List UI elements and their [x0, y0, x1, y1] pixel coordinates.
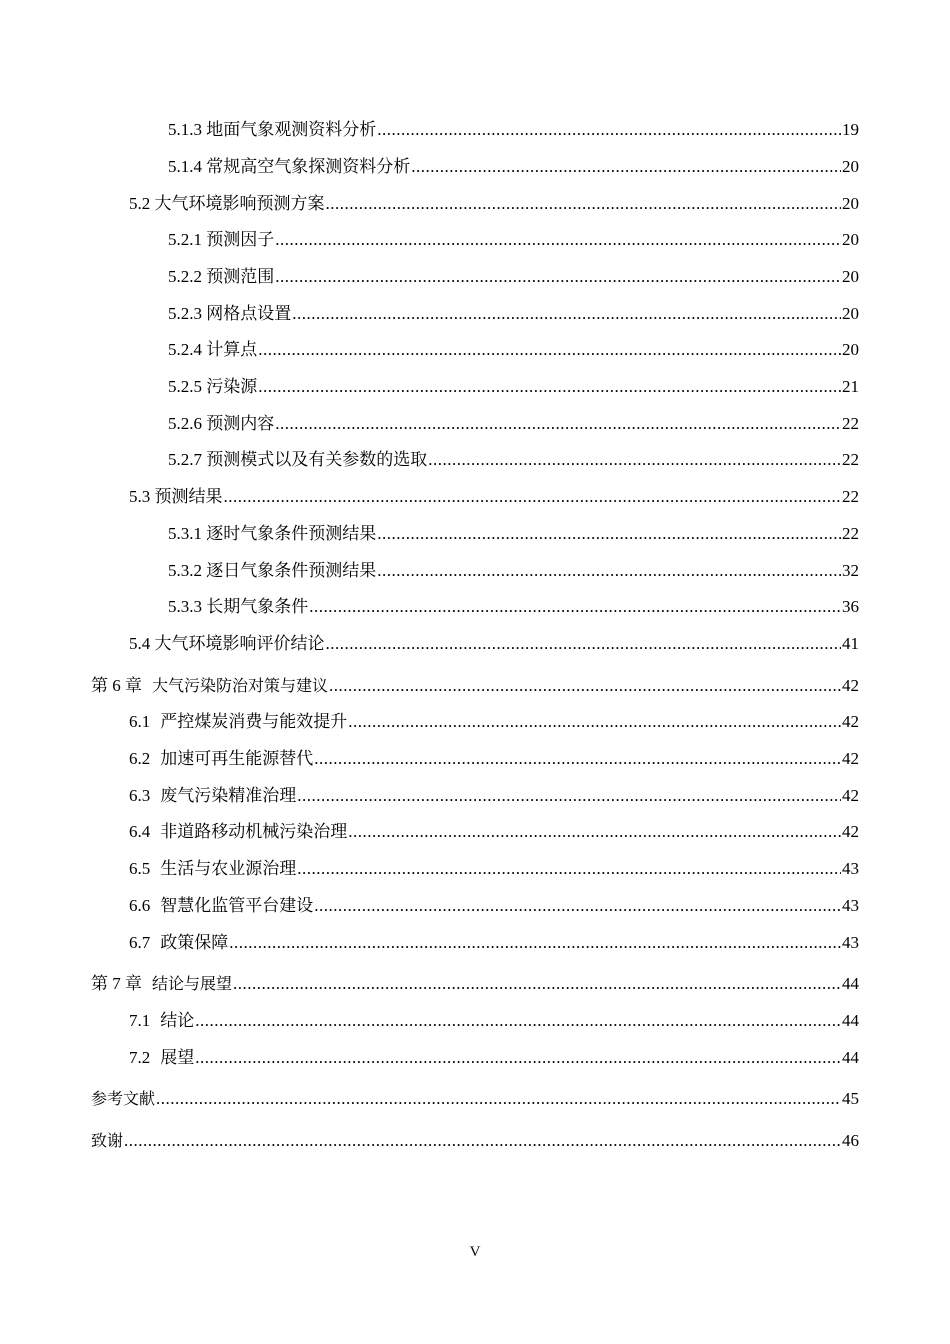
dot-leader	[292, 301, 841, 327]
toc-entry-acknowledgements[interactable]	[91, 1128, 859, 1154]
toc-entry-5-2-4[interactable]	[168, 337, 859, 363]
toc-entry-page: 44	[842, 1011, 859, 1030]
dot-leader	[377, 117, 841, 143]
toc-entry-title: 严控煤炭消费与能效提升	[160, 712, 348, 731]
toc-entry-page: 32	[842, 561, 859, 580]
toc-entry-5-2-2[interactable]	[168, 264, 859, 290]
toc-entry-6-2[interactable]	[129, 746, 859, 772]
toc-entry-title: 展望	[160, 1048, 195, 1067]
toc-entry-5-2-1[interactable]	[168, 227, 859, 253]
toc-entry-title: 致谢	[91, 1131, 124, 1150]
page-number-footer: V	[469, 1244, 481, 1260]
dot-leader	[258, 337, 841, 363]
toc-entry-page: 20	[842, 267, 859, 286]
toc-entry-5-4[interactable]	[129, 631, 859, 657]
toc-entry-title: 非道路移动机械污染治理	[160, 822, 348, 841]
toc-entry-page: 42	[842, 822, 859, 841]
toc-entry-page: 44	[842, 974, 859, 993]
toc-entry-page: 43	[842, 859, 859, 878]
toc-entry-6-3[interactable]	[129, 783, 859, 809]
dot-leader	[377, 521, 841, 547]
dot-leader	[297, 783, 841, 809]
toc-entry-5-2-7[interactable]	[168, 447, 859, 473]
toc-entry-6-1[interactable]	[129, 709, 859, 735]
toc-entry-5-3-1[interactable]	[168, 521, 859, 547]
toc-entry-5-2-6[interactable]	[168, 411, 859, 437]
toc-entry-5-3-3[interactable]	[168, 594, 859, 620]
toc-entry-page: 22	[842, 450, 859, 469]
toc-entry-6-5[interactable]	[129, 856, 859, 882]
toc-entry-title: 智慧化监管平台建设	[160, 896, 314, 915]
dot-leader	[275, 227, 841, 253]
toc-entry-number: 第 7 章	[91, 974, 142, 993]
toc-entry-6-6[interactable]	[129, 893, 859, 919]
dot-leader	[428, 447, 841, 473]
dot-leader	[348, 709, 841, 735]
toc-entry-number: 6.5	[129, 859, 151, 878]
toc-entry-5-3-2[interactable]	[168, 558, 859, 584]
toc-entry-6-4[interactable]	[129, 819, 859, 845]
dot-leader	[314, 746, 841, 772]
toc-entry-page: 43	[842, 896, 859, 915]
toc-entry-page: 20	[842, 340, 859, 359]
toc-entry-title: 5.2.7 预测模式以及有关参数的选取	[168, 450, 428, 469]
toc-entry-5-2[interactable]	[129, 191, 859, 217]
dot-leader	[411, 154, 841, 180]
toc-entry-page: 20	[842, 157, 859, 176]
toc-entry-title: 大气污染防治对策与建议	[152, 676, 329, 695]
dot-leader	[195, 1008, 841, 1034]
toc-entry-title: 5.3.3 长期气象条件	[168, 597, 309, 616]
toc-entry-5-1-3[interactable]	[168, 117, 859, 143]
toc-entry-number: 第 6 章	[91, 676, 142, 695]
dot-leader	[326, 631, 842, 657]
toc-entry-title: 5.3.1 逐时气象条件预测结果	[168, 524, 377, 543]
toc-entry-5-2-3[interactable]	[168, 301, 859, 327]
toc-entry-title: 结论	[160, 1011, 195, 1030]
toc-entry-title: 5.1.4 常规高空气象探测资料分析	[168, 157, 411, 176]
toc-entry-number: 6.4	[129, 822, 151, 841]
toc-entry-number: 7.2	[129, 1048, 151, 1067]
toc-entry-page: 22	[842, 524, 859, 543]
toc-entry-title: 5.2.4 计算点	[168, 340, 258, 359]
toc-entry-page: 42	[842, 676, 859, 695]
toc-entry-number: 6.7	[129, 933, 151, 952]
dot-leader	[377, 558, 841, 584]
dot-leader	[233, 971, 841, 997]
toc-entry-page: 43	[842, 933, 859, 952]
toc-entry-title: 生活与农业源治理	[160, 859, 297, 878]
toc-entry-page: 36	[842, 597, 859, 616]
toc-entry-title: 5.2.5 污染源	[168, 377, 258, 396]
toc-entry-page: 41	[842, 634, 859, 653]
toc-entry-number: 6.2	[129, 749, 151, 768]
toc-entry-title: 5.2.2 预测范围	[168, 267, 275, 286]
toc-entry-page: 20	[842, 194, 859, 213]
dot-leader	[275, 411, 841, 437]
toc-entry-title: 加速可再生能源替代	[160, 749, 314, 768]
toc-entry-page: 44	[842, 1048, 859, 1067]
dot-leader	[275, 264, 841, 290]
toc-entry-title: 5.3 预测结果	[129, 487, 223, 506]
toc-entry-title: 5.2.3 网格点设置	[168, 304, 292, 323]
dot-leader	[229, 930, 841, 956]
toc-entry-page: 22	[842, 487, 859, 506]
toc-entry-title: 5.4 大气环境影响评价结论	[129, 634, 325, 653]
toc-entry-title: 5.1.3 地面气象观测资料分析	[168, 120, 377, 139]
toc-entry-title: 参考文献	[91, 1089, 156, 1108]
toc-entry-chapter-7[interactable]	[91, 971, 859, 997]
toc-entry-title: 5.2.1 预测因子	[168, 230, 275, 249]
toc-entry-number: 6.3	[129, 786, 151, 805]
toc-entry-page: 19	[842, 120, 859, 139]
dot-leader	[314, 893, 841, 919]
dot-leader	[195, 1045, 841, 1071]
dot-leader	[156, 1086, 841, 1112]
toc-entry-number: 6.6	[129, 896, 151, 915]
toc-entry-title: 废气污染精准治理	[160, 786, 297, 805]
dot-leader	[224, 484, 842, 510]
dot-leader	[326, 191, 842, 217]
dot-leader	[124, 1128, 841, 1154]
toc-entry-page: 22	[842, 414, 859, 433]
toc-entry-title: 政策保障	[160, 933, 229, 952]
toc-entry-chapter-6[interactable]	[91, 673, 859, 699]
dot-leader	[309, 594, 841, 620]
toc-entry-page: 45	[842, 1089, 859, 1108]
dot-leader	[297, 856, 841, 882]
toc-entry-page: 20	[842, 304, 859, 323]
toc-entry-5-2-5[interactable]	[168, 374, 859, 400]
toc-entry-page: 42	[842, 712, 859, 731]
toc-entry-5-3[interactable]	[129, 484, 859, 510]
dot-leader	[348, 819, 841, 845]
dot-leader	[329, 673, 841, 699]
toc-entry-5-1-4[interactable]	[168, 154, 859, 180]
toc-entry-title: 结论与展望	[152, 974, 233, 993]
toc-entry-7-2[interactable]	[129, 1045, 859, 1071]
toc-entry-page: 42	[842, 786, 859, 805]
toc-entry-page: 21	[842, 377, 859, 396]
toc-entry-number: 7.1	[129, 1011, 151, 1030]
toc-entry-number: 6.1	[129, 712, 151, 731]
toc-entry-6-7[interactable]	[129, 930, 859, 956]
toc-entry-page: 46	[842, 1131, 859, 1150]
toc-entry-page: 20	[842, 230, 859, 249]
toc-entry-title: 5.3.2 逐日气象条件预测结果	[168, 561, 377, 580]
toc-entry-title: 5.2 大气环境影响预测方案	[129, 194, 325, 213]
toc-entry-references[interactable]	[91, 1086, 859, 1112]
toc-entry-7-1[interactable]	[129, 1008, 859, 1034]
toc-entry-title: 5.2.6 预测内容	[168, 414, 275, 433]
toc-entry-page: 42	[842, 749, 859, 768]
dot-leader	[258, 374, 841, 400]
